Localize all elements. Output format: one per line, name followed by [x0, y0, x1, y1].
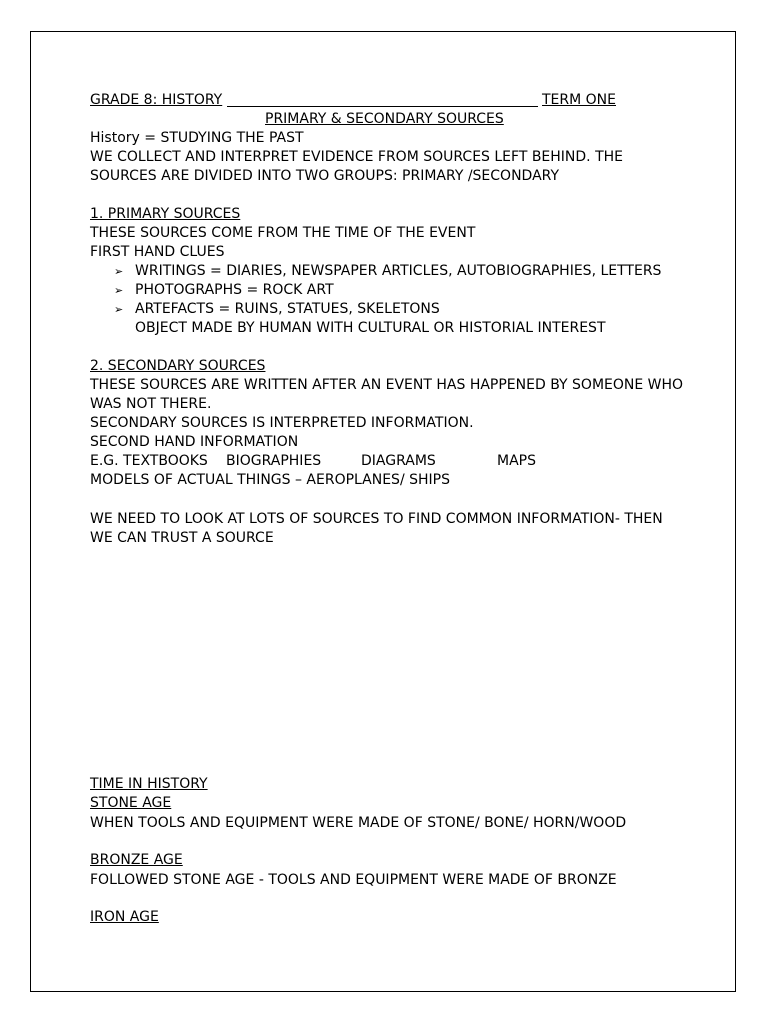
- stone-age-text: WHEN TOOLS AND EQUIPMENT WERE MADE OF STONE/ BONE/ HORN/WOOD: [90, 815, 627, 831]
- secondary-heading: 2. SECONDARY SOURCES: [90, 358, 266, 374]
- intro-line: WE COLLECT AND INTERPRET EVIDENCE FROM SOURCES LEFT BEHIND. THE: [90, 149, 624, 165]
- primary-bullet: ARTEFACTS = RUINS, STATUES, SKELETONS: [135, 301, 440, 317]
- grade-label: GRADE 8: HISTORY: [90, 92, 223, 108]
- primary-bullet: WRITINGS = DIARIES, NEWSPAPER ARTICLES, AUTOBIOGRAPHIES, LETTERS: [135, 263, 662, 279]
- conclusion-line: WE NEED TO LOOK AT LOTS OF SOURCES TO FIND COMMON INFORMATION- THEN: [90, 511, 663, 527]
- example-item: E.G. TEXTBOOKS: [90, 453, 208, 469]
- example-item: MAPS: [497, 453, 536, 469]
- arrow-bullet-icon: ➢: [114, 303, 124, 316]
- example-item: BIOGRAPHIES: [226, 453, 322, 469]
- bronze-age-text: FOLLOWED STONE AGE - TOOLS AND EQUIPMENT WERE MADE OF BRONZE: [90, 872, 617, 888]
- arrow-bullet-icon: ➢: [114, 284, 124, 297]
- example-item: DIAGRAMS: [361, 453, 436, 469]
- primary-line: FIRST HAND CLUES: [90, 244, 225, 260]
- arrow-bullet-icon: ➢: [114, 265, 124, 278]
- secondary-line: SECOND HAND INFORMATION: [90, 434, 299, 450]
- conclusion-line: WE CAN TRUST A SOURCE: [90, 530, 274, 546]
- page-title: PRIMARY & SECONDARY SOURCES: [265, 111, 504, 127]
- primary-bullet-continuation: OBJECT MADE BY HUMAN WITH CULTURAL OR HISTORIAL INTEREST: [135, 320, 606, 336]
- stone-age-heading: STONE AGE: [90, 795, 172, 811]
- secondary-line: WAS NOT THERE.: [90, 396, 212, 412]
- iron-age-heading: IRON AGE: [90, 909, 159, 925]
- secondary-line: THESE SOURCES ARE WRITTEN AFTER AN EVENT HAS HAPPENED BY SOMEONE WHO: [90, 377, 684, 393]
- examples-row: [0, 452, 768, 471]
- primary-line: THESE SOURCES COME FROM THE TIME OF THE EVENT: [90, 225, 476, 241]
- term-label: TERM ONE: [542, 92, 616, 108]
- intro-line: SOURCES ARE DIVIDED INTO TWO GROUPS: PRIMARY /SECONDARY: [90, 168, 560, 184]
- primary-bullet: PHOTOGRAPHS = ROCK ART: [135, 282, 334, 298]
- header-rule: [227, 106, 538, 107]
- primary-heading: 1. PRIMARY SOURCES: [90, 206, 241, 222]
- intro-line: History = STUDYING THE PAST: [90, 130, 304, 146]
- secondary-line: SECONDARY SOURCES IS INTERPRETED INFORMATION.: [90, 415, 474, 431]
- bronze-age-heading: BRONZE AGE: [90, 852, 183, 868]
- time-heading: TIME IN HISTORY: [90, 776, 208, 792]
- secondary-models: MODELS OF ACTUAL THINGS – AEROPLANES/ SHIPS: [90, 472, 450, 488]
